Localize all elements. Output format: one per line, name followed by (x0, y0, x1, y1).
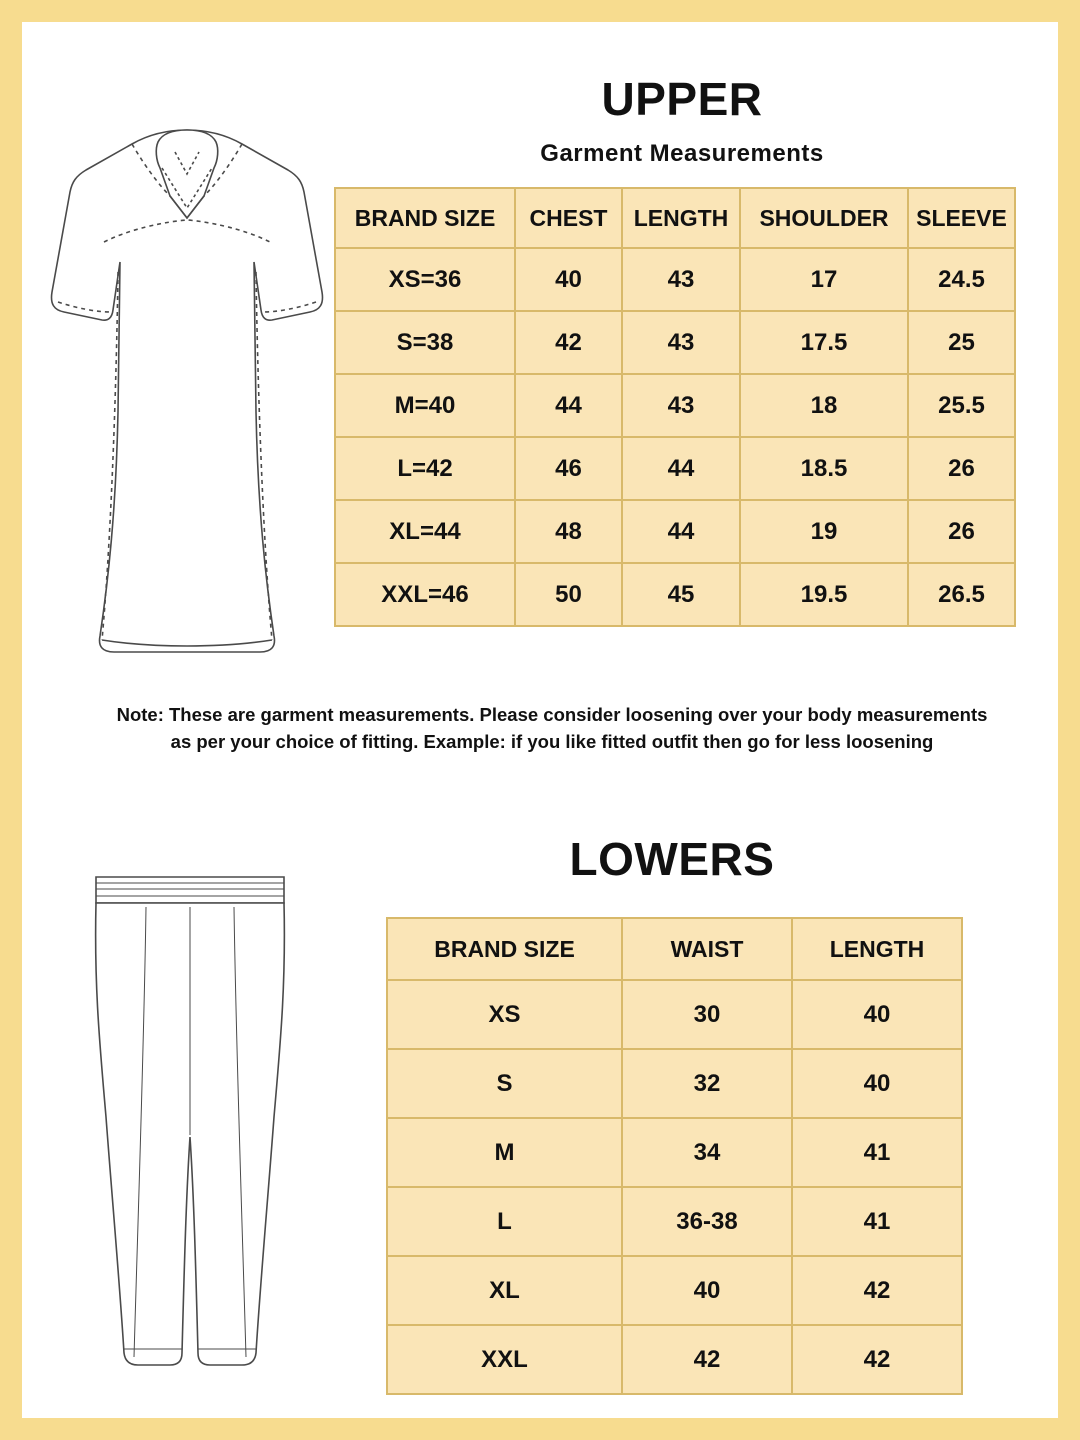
size-chart-page (22, 22, 1058, 1418)
cell-shoulder: 18.5 (740, 437, 908, 500)
cell-length: 41 (792, 1118, 962, 1187)
cell-chest: 50 (515, 563, 622, 626)
column-header: LENGTH (622, 188, 740, 248)
table-row (335, 311, 1015, 374)
cell-length: 40 (792, 1049, 962, 1118)
lowers-section (22, 762, 1058, 1418)
table-row (335, 374, 1015, 437)
cell-chest: 48 (515, 500, 622, 563)
column-header: SLEEVE (908, 188, 1015, 248)
cell-brand-size: XL=44 (335, 500, 515, 563)
cell-length: 43 (622, 311, 740, 374)
upper-size-table (334, 187, 1016, 627)
cell-brand-size: M=40 (335, 374, 515, 437)
cell-sleeve: 25 (908, 311, 1015, 374)
cell-length: 44 (622, 437, 740, 500)
column-header: CHEST (515, 188, 622, 248)
cell-length: 42 (792, 1256, 962, 1325)
upper-subtitle: Garment Measurements (540, 140, 824, 167)
cell-brand-size: M (387, 1118, 622, 1187)
cell-waist: 36-38 (622, 1187, 792, 1256)
table-row (335, 563, 1015, 626)
table-row (387, 1325, 962, 1394)
cell-length: 44 (622, 500, 740, 563)
upper-title: UPPER (601, 73, 763, 125)
table-row (387, 980, 962, 1049)
cell-sleeve: 26 (908, 437, 1015, 500)
lowers-title: LOWERS (569, 833, 775, 885)
cell-chest: 40 (515, 248, 622, 311)
column-header: BRAND SIZE (387, 918, 622, 980)
lowers-size-table (386, 917, 963, 1395)
table-row (335, 437, 1015, 500)
cell-waist: 30 (622, 980, 792, 1049)
cell-chest: 44 (515, 374, 622, 437)
cell-sleeve: 25.5 (908, 374, 1015, 437)
table-row (335, 248, 1015, 311)
cell-length: 45 (622, 563, 740, 626)
table-header-row (335, 188, 1015, 248)
cell-length: 40 (792, 980, 962, 1049)
kurta-illustration (42, 112, 332, 677)
cell-length: 43 (622, 248, 740, 311)
cell-sleeve: 24.5 (908, 248, 1015, 311)
upper-section (22, 22, 1058, 762)
cell-brand-size: XS=36 (335, 248, 515, 311)
cell-length: 42 (792, 1325, 962, 1394)
cell-brand-size: XXL (387, 1325, 622, 1394)
cell-waist: 34 (622, 1118, 792, 1187)
column-header: BRAND SIZE (335, 188, 515, 248)
cell-chest: 46 (515, 437, 622, 500)
table-row (335, 500, 1015, 563)
cell-shoulder: 19.5 (740, 563, 908, 626)
cell-brand-size: L (387, 1187, 622, 1256)
note-line-1: Note: These are garment measurements. Please consider loosening over your body measurements (116, 704, 988, 725)
cell-shoulder: 17.5 (740, 311, 908, 374)
cell-brand-size: S (387, 1049, 622, 1118)
cell-shoulder: 19 (740, 500, 908, 563)
cell-sleeve: 26 (908, 500, 1015, 563)
cell-brand-size: XXL=46 (335, 563, 515, 626)
cell-shoulder: 18 (740, 374, 908, 437)
pyjama-illustration (60, 867, 320, 1392)
cell-waist: 42 (622, 1325, 792, 1394)
table-row (387, 1049, 962, 1118)
measurement-note (82, 702, 1022, 756)
cell-waist: 40 (622, 1256, 792, 1325)
cell-length: 43 (622, 374, 740, 437)
cell-chest: 42 (515, 311, 622, 374)
table-row (387, 1256, 962, 1325)
table-row (387, 1187, 962, 1256)
cell-brand-size: S=38 (335, 311, 515, 374)
cell-shoulder: 17 (740, 248, 908, 311)
table-row (387, 1118, 962, 1187)
note-line-2: as per your choice of fitting. Example: if you like fitted outfit then go for less loosening (170, 730, 934, 752)
table-header-row (387, 918, 962, 980)
cell-sleeve: 26.5 (908, 563, 1015, 626)
cell-brand-size: L=42 (335, 437, 515, 500)
cell-brand-size: XS (387, 980, 622, 1049)
cell-brand-size: XL (387, 1256, 622, 1325)
cell-length: 41 (792, 1187, 962, 1256)
column-header: LENGTH (792, 918, 962, 980)
column-header: WAIST (622, 918, 792, 980)
column-header: SHOULDER (740, 188, 908, 248)
cell-waist: 32 (622, 1049, 792, 1118)
